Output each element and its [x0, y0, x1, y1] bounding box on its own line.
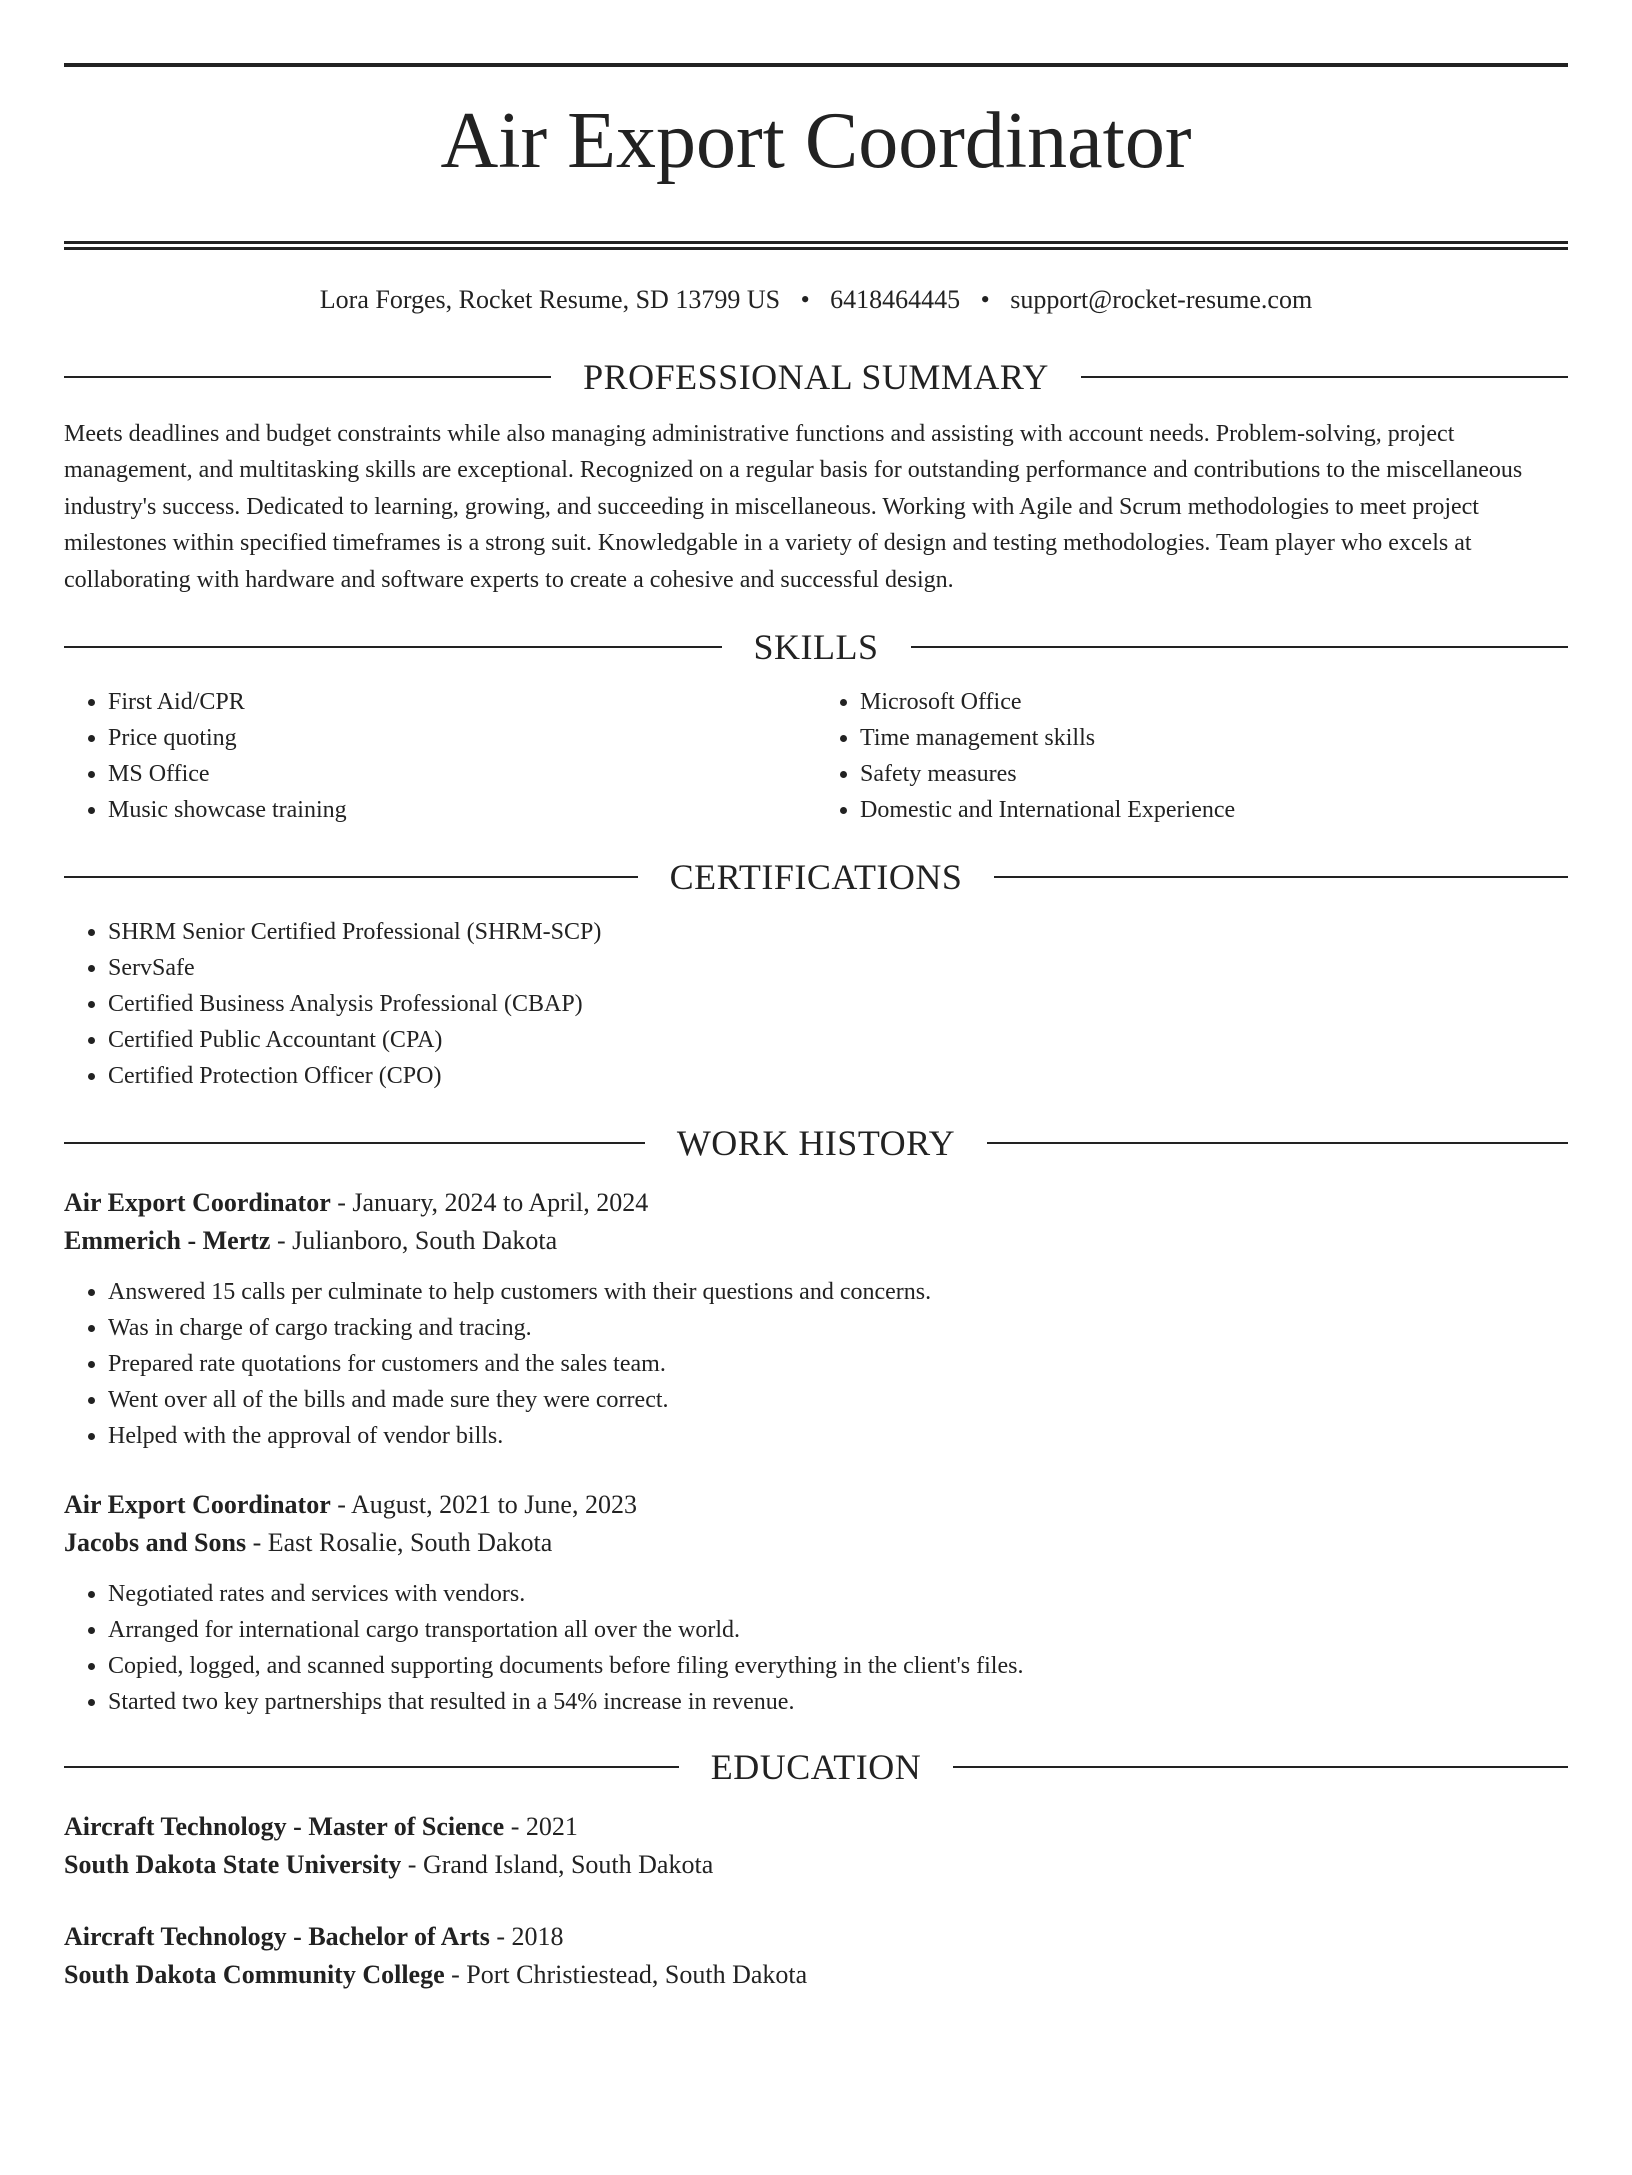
job-location: - East Rosalie, South Dakota — [246, 1528, 553, 1558]
education-year: - 2018 — [489, 1922, 564, 1952]
section-heading-education — [64, 1744, 1568, 1790]
heading-rule — [911, 646, 1569, 648]
education-degree: Aircraft Technology - Bachelor of Arts — [64, 1922, 490, 1952]
list-item: • MS Office — [108, 756, 816, 792]
contact-address: Lora Forges, Rocket Resume, SD 13799 US — [319, 284, 781, 314]
list-item: • Was in charge of cargo tracking and tracing. — [108, 1310, 1568, 1346]
job-title: Air Export Coordinator — [64, 1188, 331, 1218]
education-location: - Grand Island, South Dakota — [401, 1850, 714, 1880]
list-item: • Helped with the approval of vendor bills. — [108, 1418, 1568, 1454]
list-item: • Price quoting — [108, 720, 816, 756]
heading-rule — [64, 646, 722, 648]
job-location: - Julianboro, South Dakota — [270, 1226, 558, 1256]
section-title: CERTIFICATIONS — [669, 857, 963, 898]
job-company: Jacobs and Sons — [64, 1528, 247, 1558]
education-location: - Port Christiestead, South Dakota — [444, 1960, 808, 1990]
list-item: • Certified Business Analysis Professional (CBAP) — [108, 986, 1568, 1022]
heading-rule — [64, 1766, 679, 1768]
list-item: • Went over all of the bills and made sure they were correct. — [108, 1382, 1568, 1418]
resume-page — [0, 63, 1632, 2175]
top-rule — [64, 63, 1568, 67]
list-item: • ServSafe — [108, 950, 1568, 986]
summary-text: Meets deadlines and budget constraints while also managing administrative functions and assisting with account needs. Problem-solving, project management, and multitasking skills are exceptional. Recognized on a regular basis for outstanding performance and contributions to the miscellaneous industry's success. Dedicated to learning, growing, and succeeding in miscellaneous. Working with Agile and Scrum methodologies to meet project milestones within specified timeframes is a strong suit. Knowledgable in a variety of design and testing methodologies. Team player who excels at collaborating with hardware and software experts to create a cohesive and successful design. — [64, 420, 1523, 593]
job-bullets — [64, 1576, 1568, 1720]
section-heading-summary — [64, 354, 1568, 400]
job-dates: - August, 2021 to June, 2023 — [330, 1490, 637, 1520]
education-entry — [64, 1808, 1568, 1884]
section-title: WORK HISTORY — [676, 1123, 956, 1164]
list-item: • Answered 15 calls per culminate to help customers with their questions and concerns. — [108, 1274, 1568, 1310]
job-company: Emmerich - Mertz — [64, 1226, 271, 1256]
list-item: • First Aid/CPR — [108, 684, 816, 720]
list-item: • Safety measures — [860, 756, 1568, 792]
education-degree-line — [64, 1808, 1568, 1846]
skills-columns — [64, 684, 1568, 828]
contact-separator: • — [800, 284, 810, 314]
skills-list-right — [816, 684, 1568, 828]
list-item: • Copied, logged, and scanned supporting documents before filing everything in the client's files. — [108, 1648, 1568, 1684]
job-title-line — [64, 1184, 1568, 1222]
education-degree: Aircraft Technology - Master of Science — [64, 1812, 505, 1842]
section-heading-work-history — [64, 1120, 1568, 1166]
education-school-line — [64, 1846, 1568, 1884]
list-item: • Started two key partnerships that resulted in a 54% increase in revenue. — [108, 1684, 1568, 1720]
certifications-list — [64, 914, 1568, 1094]
resume-title: Air Export Coordinator — [440, 97, 1192, 185]
contact-separator: • — [980, 284, 990, 314]
job-title: Air Export Coordinator — [64, 1490, 331, 1520]
education-entry — [64, 1918, 1568, 1994]
list-item: • Negotiated rates and services with vendors. — [108, 1576, 1568, 1612]
list-item: • Domestic and International Experience — [860, 792, 1568, 828]
contact-phone: 6418464445 — [830, 284, 961, 314]
job-bullets — [64, 1274, 1568, 1454]
job-company-line — [64, 1524, 1568, 1562]
list-item: • Arranged for international cargo transportation all over the world. — [108, 1612, 1568, 1648]
education-degree-line — [64, 1918, 1568, 1956]
heading-rule — [64, 1142, 645, 1144]
list-item: • SHRM Senior Certified Professional (SHRM-SCP) — [108, 914, 1568, 950]
list-item: • Time management skills — [860, 720, 1568, 756]
skills-list-left — [64, 684, 816, 828]
heading-rule — [1081, 376, 1568, 378]
contact-line — [64, 283, 1568, 317]
heading-rule — [64, 876, 638, 878]
section-heading-skills — [64, 624, 1568, 670]
job-entry — [64, 1184, 1568, 1454]
list-item: • Prepared rate quotations for customers and the sales team. — [108, 1346, 1568, 1382]
heading-rule — [994, 876, 1568, 878]
list-item: • Certified Public Accountant (CPA) — [108, 1022, 1568, 1058]
heading-rule — [987, 1142, 1568, 1144]
heading-rule — [64, 376, 551, 378]
list-item: • Microsoft Office — [860, 684, 1568, 720]
contact-email: support@rocket-resume.com — [1010, 284, 1313, 314]
section-heading-certifications — [64, 854, 1568, 900]
job-company-line — [64, 1222, 1568, 1260]
job-title-line — [64, 1486, 1568, 1524]
job-entry — [64, 1486, 1568, 1720]
education-school: South Dakota Community College — [64, 1960, 445, 1990]
education-school: South Dakota State University — [64, 1850, 402, 1880]
list-item: • Music showcase training — [108, 792, 816, 828]
education-school-line — [64, 1956, 1568, 1994]
section-title: EDUCATION — [710, 1747, 922, 1788]
heading-rule — [953, 1766, 1568, 1768]
list-item: • Certified Protection Officer (CPO) — [108, 1058, 1568, 1094]
section-title: PROFESSIONAL SUMMARY — [583, 356, 1049, 397]
education-year: - 2021 — [504, 1812, 578, 1842]
job-dates: - January, 2024 to April, 2024 — [330, 1188, 649, 1218]
title-double-rule — [64, 241, 1568, 250]
section-title: SKILLS — [753, 627, 879, 668]
